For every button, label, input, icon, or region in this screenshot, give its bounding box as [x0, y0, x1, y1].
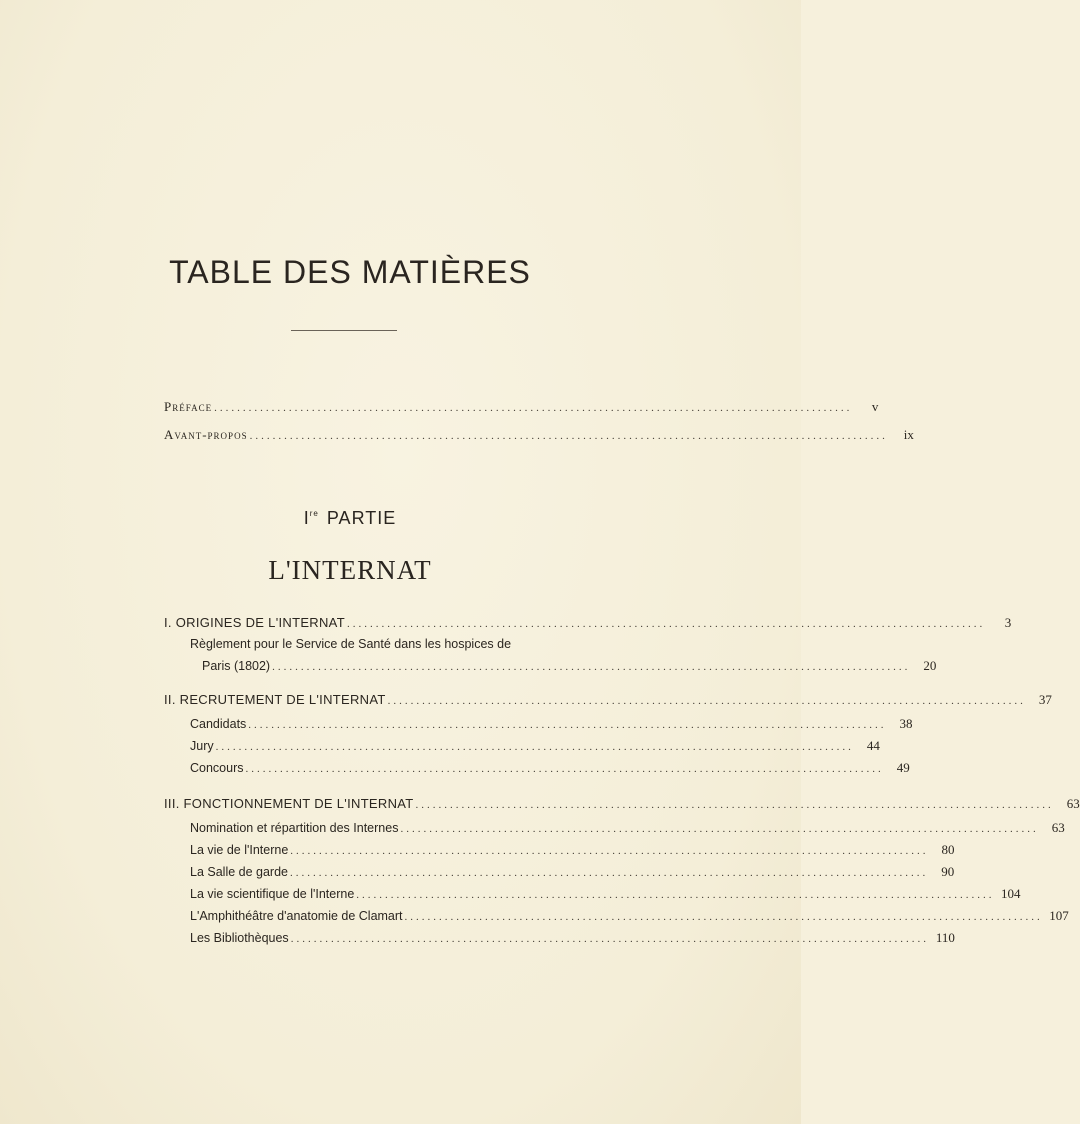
leader-dots: ............................................................................................................... — [245, 763, 884, 775]
leader-dots: ............................................................................................................... — [290, 867, 929, 879]
toc-section-page: 80 — [941, 842, 955, 857]
toc-chapter-page: 3 — [1004, 615, 1012, 630]
toc-chapter-label: III. FONCTIONNEMENT DE L'INTERNAT — [164, 796, 414, 811]
part-number — [0, 508, 700, 529]
toc-section — [190, 908, 1069, 924]
toc-entry-page: ix — [903, 427, 914, 442]
part-number-suffix: re — [309, 509, 319, 518]
toc-section-label: La Salle de garde — [190, 865, 288, 879]
toc-chapter-page: 37 — [1038, 692, 1052, 707]
toc-section-label: Paris (1802) — [202, 659, 271, 673]
leader-dots: ............................................................................................................... — [290, 933, 929, 945]
toc-section — [202, 658, 937, 674]
toc-section — [190, 738, 880, 754]
leader-dots: ............................................................................................................... — [249, 430, 888, 442]
leader-dots: ............................................................................................................... — [214, 402, 853, 414]
title-divider — [291, 330, 397, 331]
toc-section-page: 63 — [1051, 820, 1065, 835]
leader-dots: ............................................................................................................... — [387, 695, 1026, 707]
toc-entry-label: Avant-propos — [164, 427, 248, 442]
part-word: PARTIE — [326, 508, 397, 528]
toc-section — [190, 716, 913, 732]
toc-entry-label: Préface — [164, 399, 213, 414]
toc-section-page: 38 — [899, 716, 913, 731]
page-title: TABLE DES MATIÈRES — [169, 254, 531, 290]
leader-dots: ............................................................................................................... — [215, 741, 854, 753]
toc-section — [190, 760, 910, 776]
toc-section-label: La vie de l'Interne — [190, 843, 289, 857]
leader-dots: ............................................................................................................... — [248, 719, 887, 731]
toc-section-page: 110 — [935, 930, 955, 945]
toc-entry-preface — [164, 399, 879, 415]
toc-section-page: 107 — [1049, 908, 1069, 923]
part-number-value: I — [303, 508, 310, 528]
toc-section-page: 20 — [923, 658, 937, 673]
toc-section-label: La vie scientifique de l'Interne — [190, 887, 355, 901]
toc-section-label: Jury — [190, 739, 214, 753]
toc-section — [190, 842, 955, 858]
leader-dots: ............................................................................................................... — [272, 661, 911, 673]
toc-entry-page: v — [871, 399, 879, 414]
leader-dots: ............................................................................................................... — [356, 889, 995, 901]
leader-dots: ............................................................................................................... — [290, 845, 929, 857]
toc-entry-avant-propos — [164, 427, 914, 443]
toc-chapter-page: 63 — [1066, 796, 1080, 811]
toc-chapter-label: I. ORIGINES DE L'INTERNAT — [164, 615, 345, 630]
toc-section — [190, 820, 1065, 836]
toc-section-label: Les Bibliothèques — [190, 931, 289, 945]
toc-section — [190, 930, 955, 946]
toc-section — [190, 886, 1021, 902]
toc-section-label: L'Amphithéâtre d'anatomie de Clamart — [190, 909, 403, 923]
toc-section — [190, 864, 955, 880]
leader-dots: ............................................................................................................... — [400, 823, 1039, 835]
toc-chapter-3 — [164, 796, 1080, 812]
toc-section-page: 44 — [866, 738, 880, 753]
toc-section-page: 90 — [941, 864, 955, 879]
toc-section-line1: Règlement pour le Service de Santé dans les hospices de — [190, 637, 512, 651]
toc-chapter-label: II. RECRUTEMENT DE L'INTERNAT — [164, 692, 386, 707]
part-title: L'INTERNAT — [268, 555, 432, 585]
leader-dots: ............................................................................................................... — [404, 911, 1043, 923]
leader-dots: ............................................................................................................... — [415, 799, 1054, 811]
toc-section-page: 49 — [896, 760, 910, 775]
toc-chapter-2 — [164, 692, 1052, 708]
toc-section-label: Concours — [190, 761, 244, 775]
toc-section-label: Candidats — [190, 717, 247, 731]
toc-section-page: 104 — [1001, 886, 1021, 901]
leader-dots: ............................................................................................................... — [346, 618, 986, 630]
toc-chapter-1 — [164, 615, 1012, 631]
toc-section-label: Nomination et répartition des Internes — [190, 821, 399, 835]
